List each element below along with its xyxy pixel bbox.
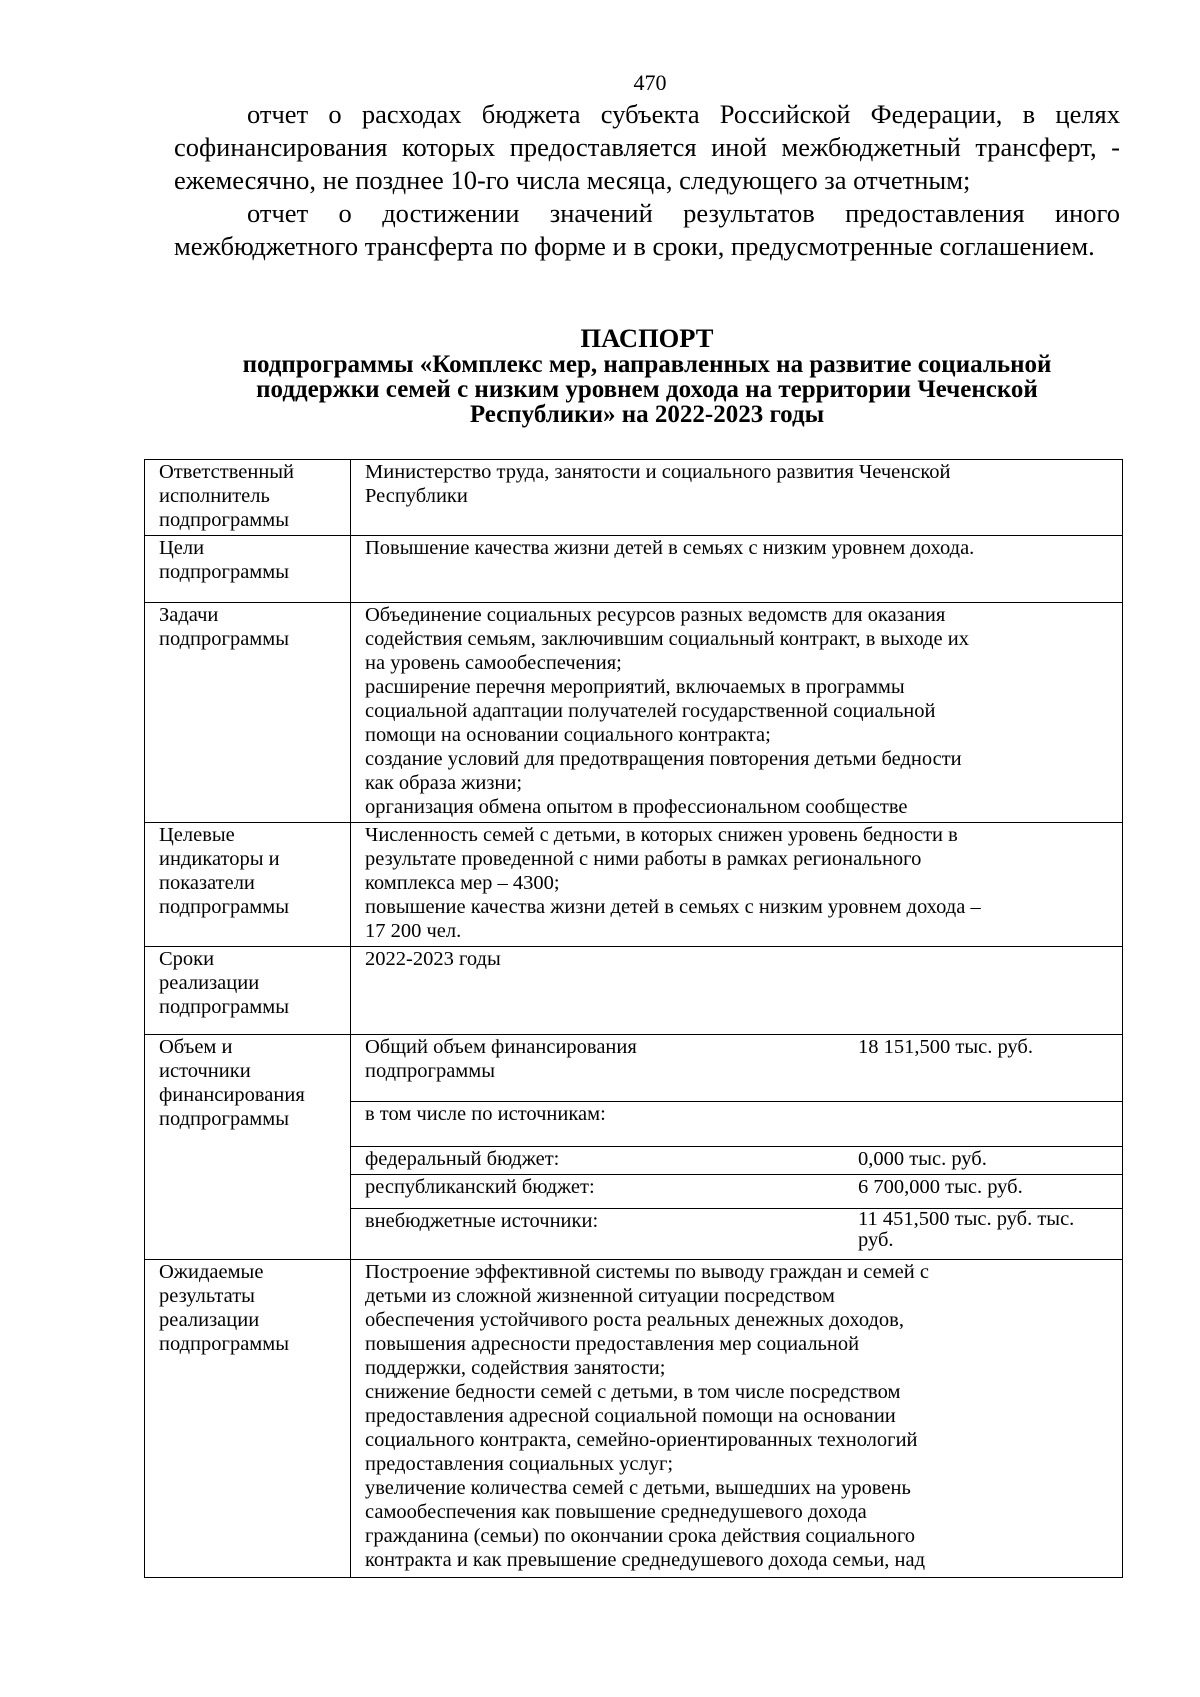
label-tasks: Задачи подпрограммы: [145, 603, 351, 823]
funding-extra-value: 11 451,500 тыс. руб. тыс. руб.: [852, 1208, 1122, 1259]
funding-details: [351, 1035, 1123, 1260]
funding-extra-label: внебюджетные источники:: [351, 1208, 852, 1259]
row-results: [145, 1260, 1123, 1578]
subprogram-title-line-1: подпрограммы «Комплекс мер, направленных на развитие социальной: [242, 351, 1052, 378]
intro-text: [174, 98, 1120, 263]
funding-row-total: [351, 1035, 1122, 1101]
label-responsible: Ответственный исполнитель подпрограммы: [145, 460, 351, 536]
row-responsible: [145, 460, 1123, 536]
passport-heading: ПАСПОРТ: [580, 323, 714, 353]
label-terms: Сроки реализации подпрограммы: [145, 947, 351, 1035]
label-results: Ожидаемые результаты реализации подпрограммы: [145, 1260, 351, 1578]
subprogram-title-line-3: Республики» на 2022-2023 годы: [469, 401, 825, 428]
intro-paragraph-expense-report: отчет о расходах бюджета субъекта Российской Федерации, в целях софинансирования которых предоставляется иной межбюджетный трансферт, - ежемесячно, не позднее 10-го числа месяца, следующего за отчетным;: [174, 99, 1120, 195]
funding-total-value: 18 151,500 тыс. руб.: [858, 1036, 1033, 1058]
row-terms: [145, 947, 1123, 1035]
label-funding: Объем и источники финансирования подпрограммы: [145, 1035, 351, 1260]
funding-sources-caption: в том числе по источникам:: [351, 1101, 1122, 1146]
funding-row-extra: [351, 1208, 1122, 1259]
intro-paragraph-results-report: отчет о достижении значений результатов предоставления иного межбюджетного трансферта по форме и в сроки, предусмотренные соглашением.: [174, 198, 1120, 261]
funding-row-sources: [351, 1101, 1122, 1146]
passport-title: [174, 324, 1120, 427]
value-indicators: Численность семей с детьми, в которых снижен уровень бедности в результате проведенной с ними работы в рамках регионального комплекса мер – 4300; повышение качества жизни детей в семьях с низким уровнем дохода – 17 200 чел.: [351, 823, 1123, 947]
funding-republic-value: 6 700,000 тыс. руб.: [852, 1174, 1122, 1208]
row-funding: [145, 1035, 1123, 1260]
funding-total-label: Общий объем финансирования подпрограммы: [365, 1036, 637, 1082]
row-goals: [145, 536, 1123, 603]
page-number: 470: [633, 70, 667, 95]
passport-table: [144, 459, 1123, 1578]
value-goals: Повышение качества жизни детей в семьях с низким уровнем дохода.: [351, 536, 1123, 603]
funding-table: [351, 1035, 1122, 1259]
funding-republic-label: республиканский бюджет:: [351, 1174, 852, 1208]
funding-federal-value: 0,000 тыс. руб.: [852, 1146, 1122, 1174]
value-results: Построение эффективной системы по выводу граждан и семей с детьми из сложной жизненной ситуации посредством обеспечения устойчивого роста реальных денежных доходов, повышения адресности предоставления мер социальной поддержки, содействия занятости; снижение бедности семей с детьми, в том числе посредством предоставления адресной социальной помощи на основании социального контракта, семейно-ориентированных технологий предоставления социальных услуг; увеличение количества семей с детьми, вышедших на уровень самообеспечения как повышение среднедушевого дохода гражданина (семьи) по окончании срока действия социального контракта и как превышение среднедушевого дохода семьи, над: [351, 1260, 1123, 1578]
value-responsible: Министерство труда, занятости и социального развития Чеченской Республики: [351, 460, 1123, 536]
subprogram-title-line-2: поддержки семей с низким уровнем дохода на территории Чеченской: [256, 376, 1038, 403]
funding-row-federal: [351, 1146, 1122, 1174]
row-indicators: [145, 823, 1123, 947]
row-tasks: [145, 603, 1123, 823]
funding-row-republic: [351, 1174, 1122, 1208]
funding-federal-label: федеральный бюджет:: [351, 1146, 852, 1174]
value-tasks: Объединение социальных ресурсов разных ведомств для оказания содействия семьям, заключившим социальный контракт, в выходе их на уровень самообеспечения; расширение перечня мероприятий, включаемых в программы социальной адаптации получателей государственной социальной помощи на основании социального контракта; создание условий для предотвращения повторения детьми бедности как образа жизни; организация обмена опытом в профессиональном сообществе: [351, 603, 1123, 823]
value-terms: 2022-2023 годы: [351, 947, 1123, 1035]
label-goals: Цели подпрограммы: [145, 536, 351, 603]
label-indicators: Целевые индикаторы и показатели подпрограммы: [145, 823, 351, 947]
